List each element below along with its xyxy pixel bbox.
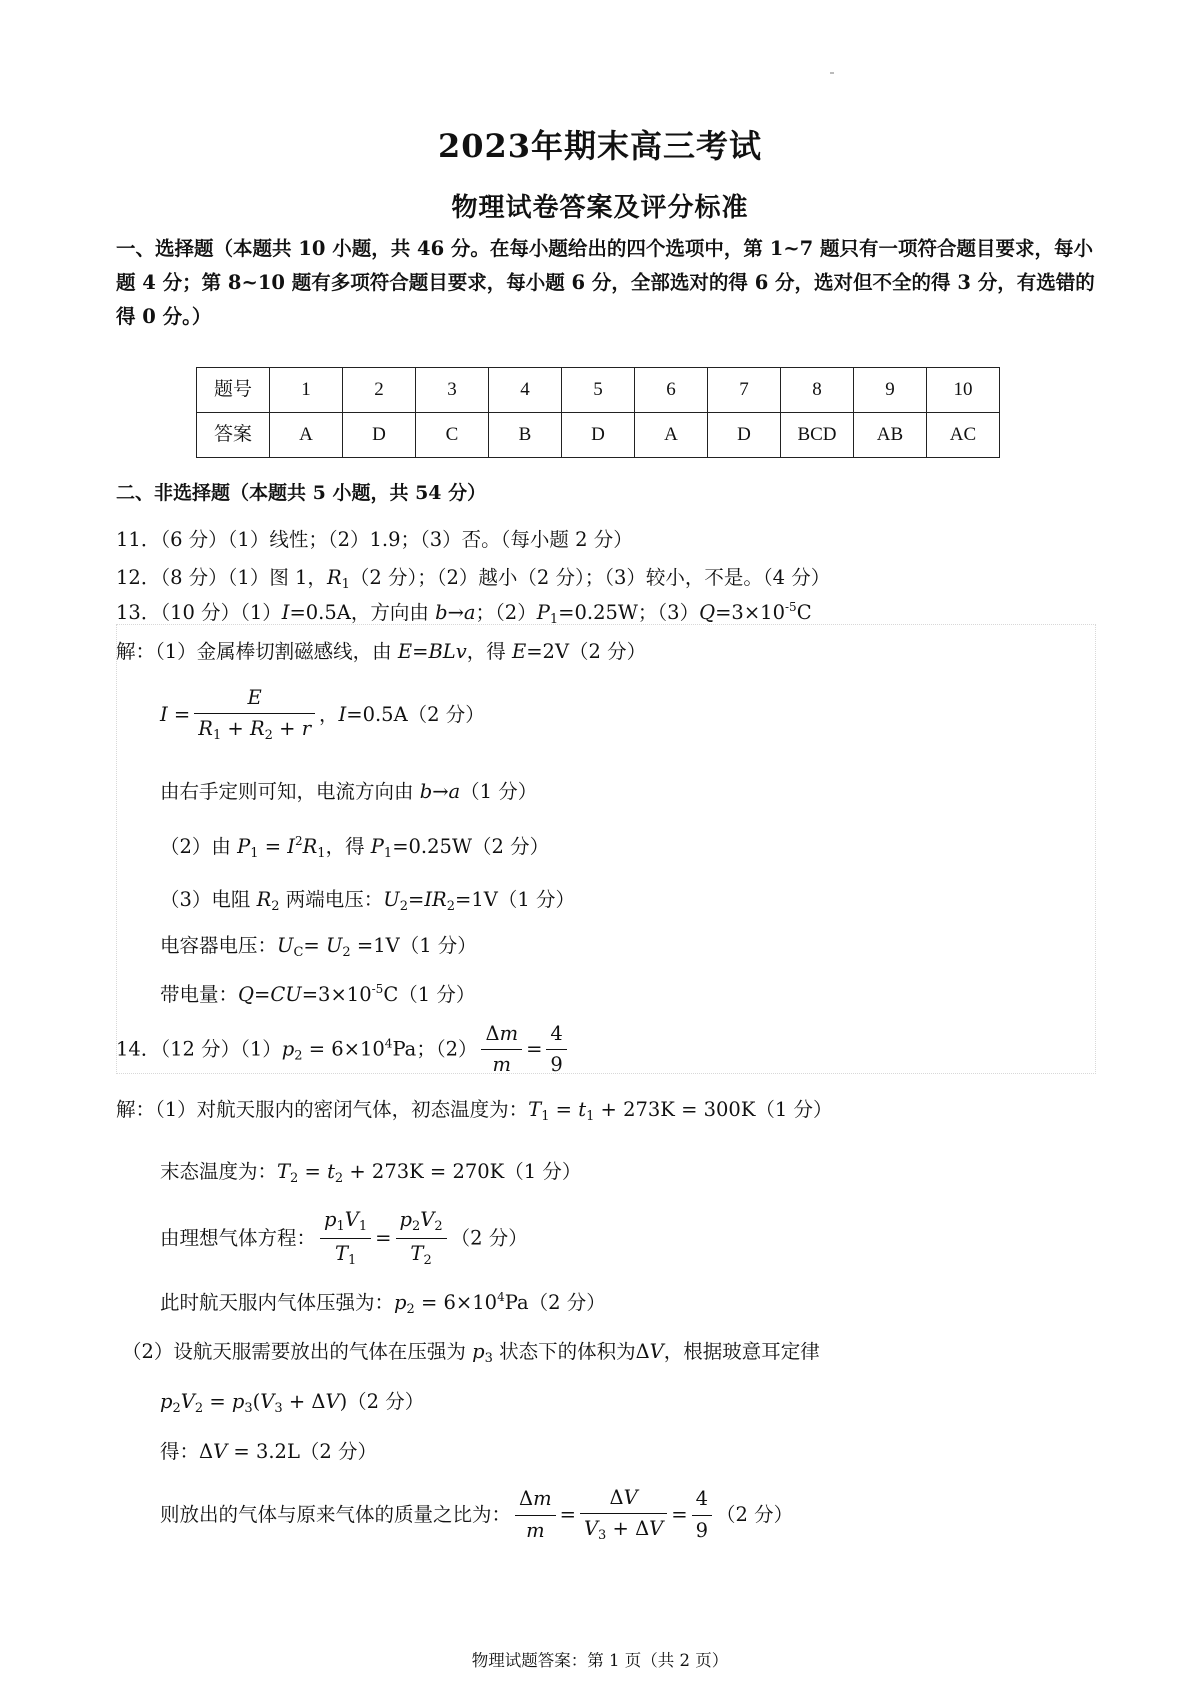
q13-score: （2 分）	[472, 835, 550, 858]
table-cell: 6	[635, 368, 708, 413]
q13-line4a-text: （2）由	[160, 835, 238, 858]
q14-solution-line1: 解：（1）对航天服内的密闭气体，初态温度为：$T_1 = t_1 + 273K = 300K(1$ 分）	[116, 1098, 833, 1124]
table-cell: AC	[927, 413, 1000, 458]
q13-line4b-text: ，得	[325, 835, 371, 858]
q13-solution-line7: 带电量：$Q=CU=3\times 10^{-5}C(1$ 分）	[160, 982, 476, 1006]
q13-s1-score: （2 分）	[569, 640, 647, 663]
section2-heading: 二、非选择题（本题共 5 小题，共 54 分）	[116, 482, 487, 504]
table-cell: B	[489, 413, 562, 458]
fraction: $\frac{4}{9}$	[692, 1487, 712, 1543]
q13-score: （1 分）	[460, 780, 538, 803]
q14-s2-text: 末态温度为：	[160, 1160, 278, 1183]
q14-s7-text: 得：	[160, 1440, 200, 1463]
q13-solution-line1: 解：（1）金属棒切割磁感线，由 E=BLv，得 E=2V（2 分）	[116, 640, 647, 663]
q14-score: （2 分）	[450, 1226, 528, 1250]
table-cell: A	[270, 413, 343, 458]
q14-s5b-text: 状态下的体积为	[492, 1340, 636, 1363]
fraction: $\frac{E}{R_1 + R_2 + r}$	[194, 686, 315, 745]
q14-s4-text: 此时航天服内气体压强为：	[160, 1291, 395, 1314]
fraction: $\frac{\Delta V}{V_3 + \Delta V}$	[580, 1486, 667, 1545]
q14-score: （2 分）	[299, 1440, 378, 1463]
q14-score: （2 分）	[347, 1390, 425, 1413]
table-cell: 7	[708, 368, 781, 413]
q13-line7a-text: 带电量：	[160, 983, 239, 1006]
table-cell: D	[562, 413, 635, 458]
page-subtitle: 物理试卷答案及评分标准	[451, 193, 749, 223]
q13-line3-text: 由右手定则可知，电流方向由	[160, 780, 420, 803]
q12-symbol-r: R	[326, 566, 342, 589]
q14-head: 14．（12 分）（1）	[116, 1037, 282, 1061]
fraction: $\frac{p_2V_2}{T_2}$	[396, 1208, 447, 1270]
q14-s8-text: 则放出的气体与原来气体的质量之比为：	[160, 1502, 512, 1526]
fraction: $\frac{4}{9}$	[546, 1022, 566, 1078]
q13-solution-line4: （2）由 $P_1 = I^2R_1$，得 $P_1=0.25W(2$ 分）	[160, 834, 550, 861]
q14-solution-line6: $p_2V_2 = p_3(V_3 + \Delta V)(2$ 分）	[160, 1390, 425, 1416]
q13-score: （1 分）	[398, 983, 476, 1006]
table-cell: D	[708, 413, 781, 458]
q14-solution-line3: 由理想气体方程： $\frac{p_1V_1}{T_1}$ = $\frac{p_2V_2}{T_2}$ （2 分）	[160, 1208, 528, 1269]
q12-text-1: 12．（8 分）（1）图 1，	[116, 566, 327, 589]
table-header-question: 题号	[197, 368, 270, 413]
q13-solution-line5: （3）电阻 $R_2$ 两端电压：$U_2=IR_2=1V(1$ 分）	[160, 888, 575, 914]
table-cell: A	[635, 413, 708, 458]
q14-score: （2 分）	[716, 1502, 794, 1526]
q14-solution-line8: 则放出的气体与原来气体的质量之比为： $\frac{\Delta m}{m}$ = $\frac{\Delta V}{V_3 + \Delta V}$ = $\frac{4}{9}$ （2 分）	[160, 1486, 794, 1544]
table-cell: 10	[927, 368, 1000, 413]
fraction: $\frac{\Delta m}{m}$	[515, 1487, 556, 1543]
q13-formula-current: I = $\frac{E}{R_1 + R_2 + r}$ ，I=0.5A（2 分）	[160, 686, 485, 744]
answer-q14: 14．（12 分）$(1)p_2 = 6\times 10^4Pa$；（2） $\frac{\Delta m}{m}$ = $\frac{4}{9}$	[116, 1022, 571, 1078]
page-title: 2023年期末高三考试	[437, 127, 763, 165]
q13-line6a-text: 电容器电压：	[160, 934, 278, 957]
table-cell: 9	[854, 368, 927, 413]
fraction: $\frac{p_1V_1}{T_1}$	[320, 1208, 371, 1270]
q13-score: （2 分）	[407, 702, 485, 726]
q14-solution-line5: （2）设航天服需要放出的气体在压强为 $p_3$ 状态下的体积为ΔV，根据玻意耳定律	[122, 1340, 820, 1366]
table-cell: 8	[781, 368, 854, 413]
q14-s3-text: 由理想气体方程：	[160, 1226, 317, 1250]
q14-s5c-text: ，根据玻意耳定律	[663, 1340, 820, 1363]
table-cell: C	[416, 413, 489, 458]
q13-line5a-text: （3）电阻	[160, 888, 257, 911]
table-cell: 5	[562, 368, 635, 413]
q14-score: （2 分）	[528, 1291, 606, 1314]
q14-s5a-text: （2）设航天服需要放出的气体在压强为	[122, 1340, 473, 1363]
scan-speck	[830, 72, 834, 74]
table-row-answers	[197, 413, 1000, 458]
q13-head: 13．（10 分）（1）	[116, 601, 282, 624]
q14-score: （1 分）	[755, 1098, 833, 1121]
q14-solution-line4: 此时航天服内气体压强为：$p_2 = 6\times 10^4Pa(2$ 分）	[160, 1290, 606, 1317]
answer-table	[196, 367, 1000, 458]
table-cell: 3	[416, 368, 489, 413]
q13-line5b-text: 两端电压：	[279, 888, 384, 911]
table-cell: D	[343, 413, 416, 458]
table-cell: AB	[854, 413, 927, 458]
q13-s1-text: 解：（1）金属棒切割磁感线，由	[116, 640, 398, 663]
q14-s1-text: 解：（1）对航天服内的密闭气体，初态温度为：	[116, 1098, 529, 1121]
table-row-questions	[197, 368, 1000, 413]
answer-q12	[116, 566, 830, 593]
q12-subscript: 1	[341, 577, 350, 592]
table-cell: 2	[343, 368, 416, 413]
page-footer: 物理试题答案：第 1 页（共 2 页）	[471, 1651, 729, 1670]
q13-s1b-text: ，得	[466, 640, 512, 663]
q13-solution-line6: 电容器电压：$U_C= U_2 =1V(1$ 分）	[160, 934, 477, 960]
table-cell: 1	[270, 368, 343, 413]
table-cell: 4	[489, 368, 562, 413]
table-header-answer: 答案	[197, 413, 270, 458]
section1-instructions: 一、选择题（本题共 10 小题，共 46 分。在每小题给出的四个选项中，第 1~7 题只有一项符合题目要求，每小题 4 分；第 8~10 题有多项符合题目要求，每小题 6 分，全部选对的得 6 分，选对但不全的得 3 分，有选错的得 0 分。）	[116, 237, 1095, 328]
answer-q13: 13．（10 分）（1）I=0.5A，方向由 b→a；$(2)P_1=0.25W$；$(3)Q=3\times 10^{-5}C$	[116, 600, 812, 627]
q13-score: （1 分）	[497, 888, 575, 911]
fraction: $\frac{\Delta m}{m}$	[481, 1022, 522, 1078]
answer-q11: 11．（6 分）（1）线性；（2）1.9；（3）否。（每小题 2 分）	[116, 528, 633, 551]
q13-solution-line3: 由右手定则可知，电流方向由 b→a（1 分）	[160, 780, 538, 803]
q14-score: （1 分）	[504, 1160, 582, 1183]
q14-solution-line2: 末态温度为：$T_2 = t_2 + 273K = 270K(1$ 分）	[160, 1160, 582, 1186]
q13-score: （1 分）	[399, 934, 477, 957]
q12-text-2: （2 分）；（2）越小（2 分）；（3）较小，不是。（4 分）	[349, 566, 831, 589]
q14-solution-line7: 得：ΔV = 3.2L（2 分）	[160, 1440, 378, 1463]
q14-mid: ；（2）	[416, 1037, 478, 1061]
table-cell: BCD	[781, 413, 854, 458]
